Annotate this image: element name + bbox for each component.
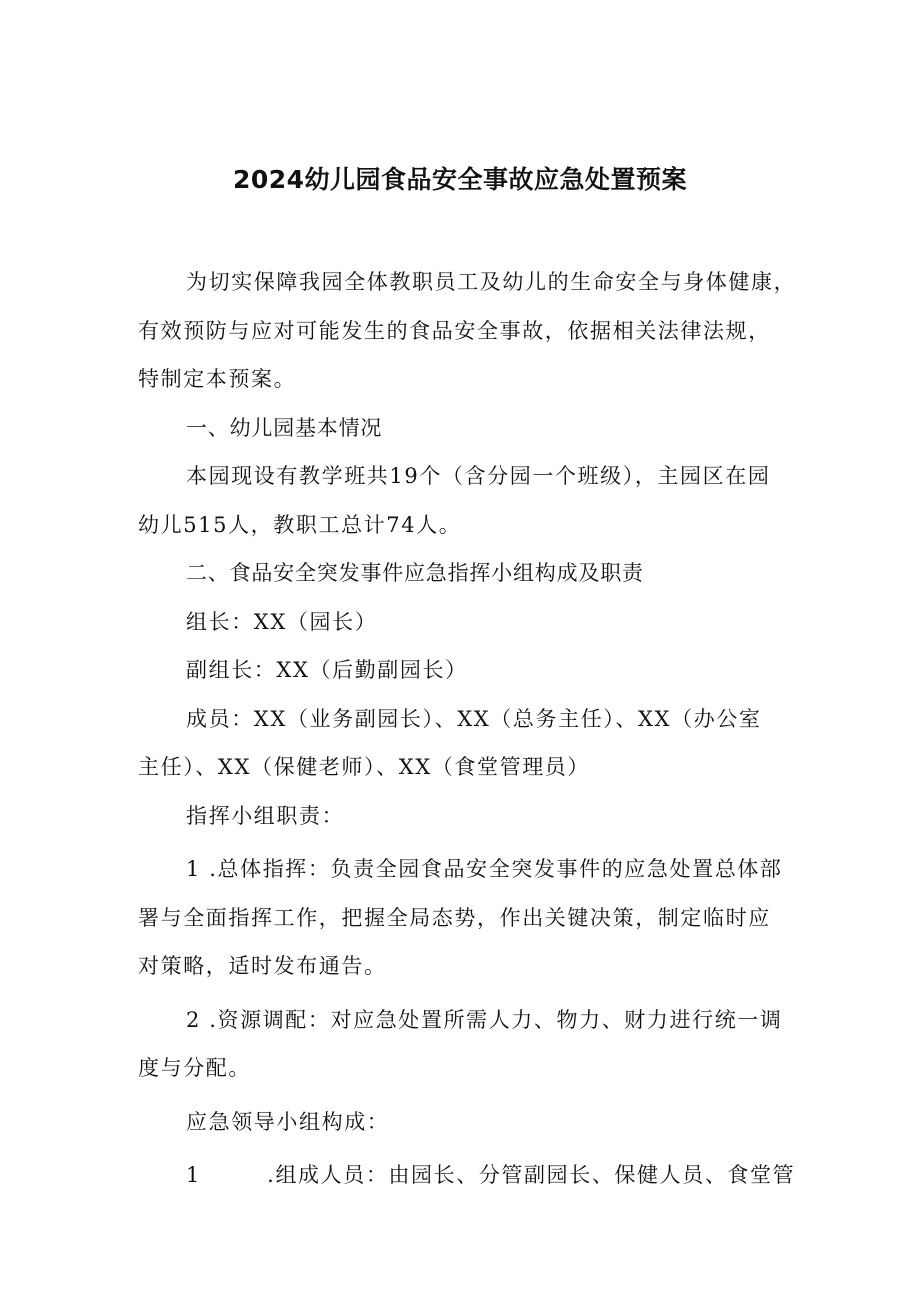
leadership-heading: 应急领导小组构成： (186, 1109, 390, 1134)
section-1-heading: 一、幼儿园基本情况 (186, 415, 383, 440)
members-line-2: 主任）、XX（保健老师）、XX（食堂管理员） (138, 755, 590, 779)
duty-2-line-2: 度与分配。 (138, 1056, 251, 1080)
duty-1-line-1: 1 .总体指挥：负责全园食品安全突发事件的应急处置总体部 (186, 857, 783, 881)
duty-1-line-2: 署与全面指挥工作，把握全局态势，作出关键决策，制定临时应 (138, 905, 771, 930)
section-1-line-2: 幼儿515人，教职工总计74人。 (138, 512, 462, 537)
document-title: 2024幼儿园食品安全事故应急处置预案 (232, 165, 688, 194)
section-1-line-1: 本园现设有教学班共19个（含分园一个班级），主园区在园 (186, 464, 771, 488)
intro-line-2: 有效预防与应对可能发生的食品安全事故，依据相关法律法规， (138, 318, 771, 343)
leader-line: 组长：XX（园长） (186, 609, 378, 634)
duty-1-line-3: 对策略，适时发布通告。 (138, 954, 387, 978)
composition-line-1: 1 .组成人员：由园长、分管副园长、保健人员、食堂管 (186, 1163, 796, 1187)
members-line-1: 成员：XX（业务副园长）、XX（总务主任）、XX（办公室 (186, 706, 762, 731)
duty-2-line-1: 2 .资源调配：对应急处置所需人力、物力、财力进行统一调 (186, 1007, 783, 1032)
section-2-heading: 二、食品安全突发事件应急指挥小组构成及职责 (186, 561, 644, 585)
intro-line-1: 为切实保障我园全体教职员工及幼儿的生命安全与身体健康， (186, 270, 797, 294)
intro-line-3: 特制定本预案。 (138, 367, 297, 391)
deputy-leader-line: 副组长：XX（后勤副园长） (186, 658, 468, 682)
duties-heading: 指挥小组职责： (186, 803, 345, 828)
document-body (138, 258, 808, 1200)
